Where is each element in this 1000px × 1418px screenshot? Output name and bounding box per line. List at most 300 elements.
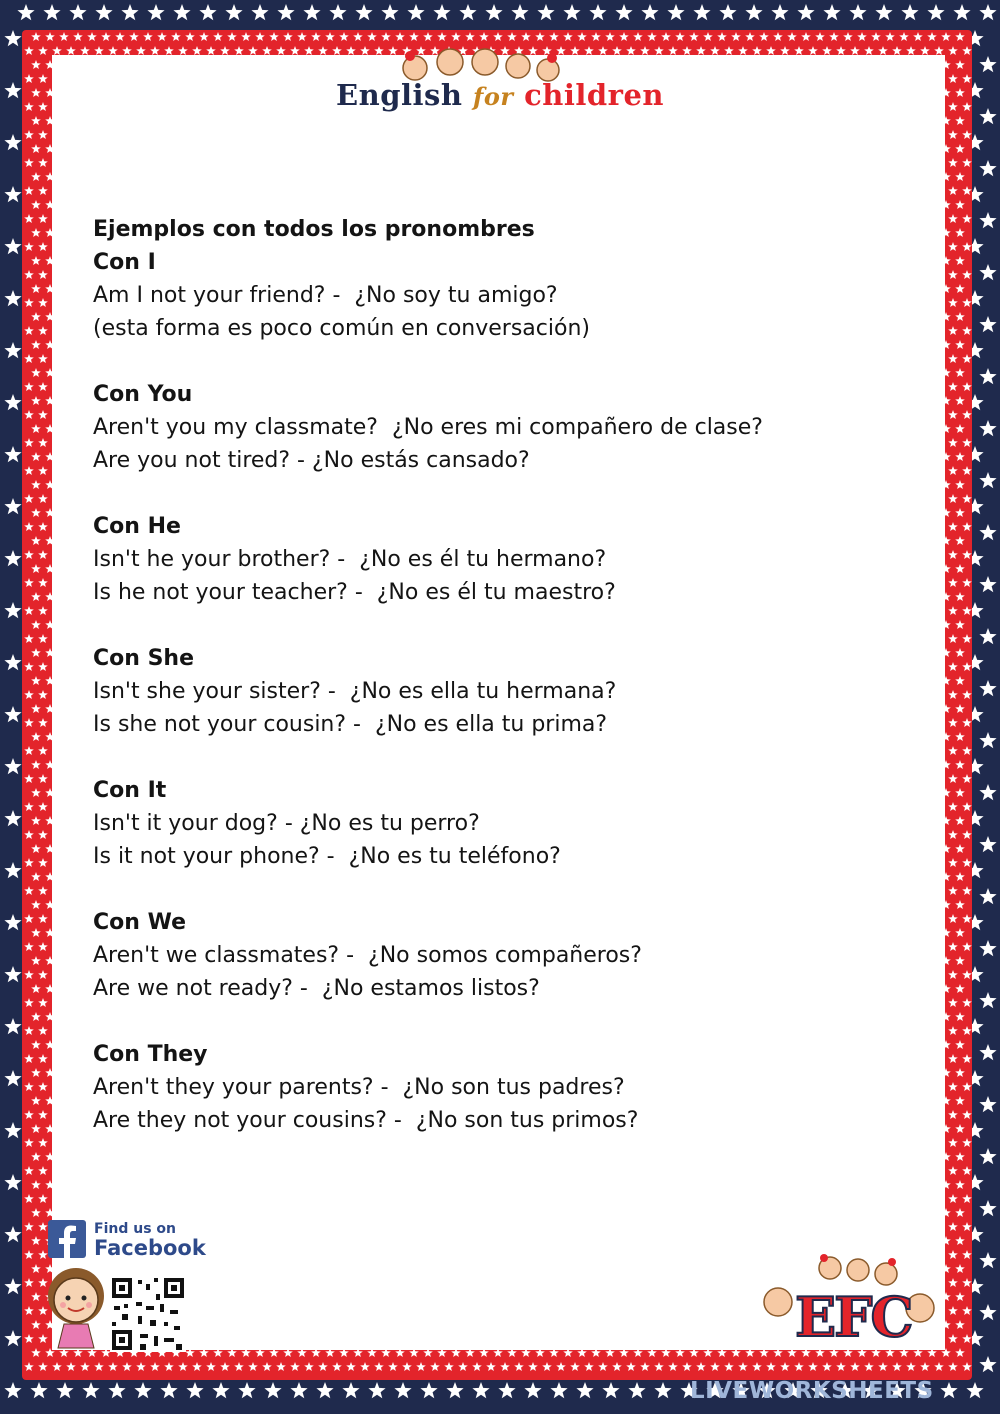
star-shape: [948, 214, 958, 223]
star-shape: [264, 1382, 281, 1398]
star-shape: [955, 564, 965, 573]
star-shape: [38, 438, 48, 447]
star-shape: [948, 270, 958, 279]
star-shape: [979, 628, 996, 644]
star-shape: [24, 634, 34, 643]
star-shape: [955, 1264, 965, 1273]
star-shape: [962, 1306, 972, 1315]
star-shape: [38, 830, 48, 839]
star-shape: [948, 858, 958, 867]
star-shape: [17, 4, 34, 20]
star-shape: [955, 1320, 965, 1329]
star-shape: [962, 942, 972, 951]
star-shape: [962, 242, 972, 251]
star-shape: [948, 914, 958, 923]
star-shape: [24, 298, 34, 307]
star-shape: [641, 4, 658, 20]
star-shape: [24, 522, 34, 531]
star-shape: [955, 1096, 965, 1105]
star-shape: [24, 242, 34, 251]
star-shape: [979, 836, 996, 852]
star-shape: [962, 662, 972, 671]
star-shape: [719, 4, 736, 20]
star-shape: [948, 1138, 958, 1147]
liveworksheets-brand[interactable]: LIVEWORKSHEETS: [690, 1378, 934, 1404]
star-shape: [31, 144, 41, 153]
star-shape: [948, 298, 958, 307]
star-shape: [948, 886, 958, 895]
star-shape: [31, 200, 41, 209]
star-shape: [962, 1194, 972, 1203]
star-shape: [979, 680, 996, 696]
star-shape: [766, 1362, 776, 1371]
star-shape: [24, 1138, 34, 1147]
star-shape: [962, 1222, 972, 1231]
star-shape: [598, 1362, 608, 1371]
star-shape: [948, 578, 958, 587]
star-shape: [31, 424, 41, 433]
star-shape: [4, 290, 21, 306]
star-shape: [962, 466, 972, 475]
star-shape: [251, 4, 268, 20]
star-shape: [948, 1054, 958, 1063]
star-shape: [24, 130, 34, 139]
star-shape: [822, 1362, 832, 1371]
star-shape: [4, 1278, 21, 1294]
star-shape: [444, 1362, 454, 1371]
star-shape: [31, 1096, 41, 1105]
star-shape: [979, 472, 996, 488]
example-line: Aren't you my classmate? ¿No eres mi compañero de clase?: [93, 415, 763, 440]
star-shape: [948, 774, 958, 783]
star-shape: [948, 550, 958, 559]
star-shape: [31, 1152, 41, 1161]
star-shape: [979, 576, 996, 592]
star-shape: [4, 1070, 21, 1086]
star-shape: [24, 1222, 34, 1231]
star-shape: [276, 1362, 286, 1371]
star-shape: [979, 1044, 996, 1060]
star-shape: [31, 1012, 41, 1021]
star-shape: [38, 130, 48, 139]
star-shape: [948, 1026, 958, 1035]
star-shape: [136, 1362, 146, 1371]
star-shape: [962, 298, 972, 307]
star-shape: [31, 228, 41, 237]
star-shape: [849, 4, 866, 20]
star-shape: [318, 1362, 328, 1371]
star-shape: [4, 758, 21, 774]
star-shape: [485, 4, 502, 20]
star-shape: [948, 382, 958, 391]
star-shape: [962, 130, 972, 139]
star-shape: [955, 340, 965, 349]
star-shape: [955, 200, 965, 209]
star-shape: [31, 396, 41, 405]
star-shape: [955, 480, 965, 489]
star-shape: [24, 942, 34, 951]
star-shape: [38, 326, 48, 335]
star-shape: [962, 354, 972, 363]
star-shape: [4, 654, 21, 670]
star-shape: [38, 1250, 48, 1259]
star-shape: [962, 382, 972, 391]
star-shape: [38, 914, 48, 923]
star-shape: [164, 1362, 174, 1371]
star-shape: [640, 1362, 650, 1371]
star-shape: [472, 1382, 489, 1398]
star-shape: [528, 1362, 538, 1371]
example-note: (esta forma es poco común en conversación): [93, 316, 590, 341]
star-shape: [24, 1026, 34, 1035]
efc-logo-text: EFC: [795, 1285, 912, 1349]
section-heading-i: Con I: [93, 250, 156, 275]
star-shape: [24, 466, 34, 475]
star-shape: [955, 1068, 965, 1077]
star-shape: [38, 466, 48, 475]
star-shape: [710, 1362, 720, 1371]
star-shape: [628, 1382, 645, 1398]
star-shape: [80, 1362, 90, 1371]
star-shape: [962, 1362, 972, 1371]
star-shape: [979, 1252, 996, 1268]
star-shape: [31, 368, 41, 377]
star-shape: [38, 690, 48, 699]
star-shape: [38, 998, 48, 1007]
star-shape: [654, 1382, 671, 1398]
star-shape: [948, 1166, 958, 1175]
star-shape: [402, 1362, 412, 1371]
example-line: Isn't he your brother? - ¿No es él tu hermano?: [93, 547, 607, 572]
star-shape: [486, 1362, 496, 1371]
star-shape: [955, 536, 965, 545]
star-shape: [66, 1362, 76, 1371]
star-shape: [206, 1362, 216, 1371]
star-shape: [550, 1382, 567, 1398]
star-shape: [500, 1362, 510, 1371]
star-shape: [962, 774, 972, 783]
star-shape: [24, 886, 34, 895]
star-shape: [134, 1382, 151, 1398]
star-shape: [31, 508, 41, 517]
logo-word-for: for: [473, 82, 514, 111]
star-shape: [82, 1382, 99, 1398]
star-shape: [948, 662, 958, 671]
star-shape: [38, 634, 48, 643]
star-shape: [962, 914, 972, 923]
star-shape: [948, 1222, 958, 1231]
star-shape: [979, 992, 996, 1008]
star-shape: [948, 1082, 958, 1091]
facebook-badge[interactable]: [48, 1220, 208, 1260]
star-shape: [948, 746, 958, 755]
star-shape: [381, 4, 398, 20]
star-shape: [955, 508, 965, 517]
star-shape: [238, 1382, 255, 1398]
star-shape: [948, 830, 958, 839]
star-shape: [626, 1362, 636, 1371]
star-shape: [979, 264, 996, 280]
example-line: Are you not tired? - ¿No estás cansado?: [93, 448, 530, 473]
star-shape: [962, 1166, 972, 1175]
star-shape: [962, 578, 972, 587]
star-shape: [31, 1208, 41, 1217]
star-shape: [38, 186, 48, 195]
star-shape: [38, 1362, 48, 1371]
star-shape: [948, 410, 958, 419]
star-shape: [696, 1362, 706, 1371]
star-shape: [4, 1174, 21, 1190]
star-shape: [31, 592, 41, 601]
star-shape: [24, 158, 34, 167]
star-shape: [962, 1026, 972, 1035]
star-shape: [962, 998, 972, 1007]
example-line: Are we not ready? - ¿No estamos listos?: [93, 976, 540, 1001]
star-shape: [901, 4, 918, 20]
star-shape: [38, 354, 48, 363]
star-shape: [955, 144, 965, 153]
star-shape: [31, 564, 41, 573]
star-shape: [24, 774, 34, 783]
star-shape: [667, 4, 684, 20]
star-shape: [199, 4, 216, 20]
star-shape: [24, 410, 34, 419]
star-shape: [4, 446, 21, 462]
star-shape: [511, 4, 528, 20]
star-shape: [955, 984, 965, 993]
star-shape: [962, 158, 972, 167]
star-shape: [178, 1362, 188, 1371]
star-shape: [927, 4, 944, 20]
star-shape: [43, 4, 60, 20]
star-shape: [31, 172, 41, 181]
star-shape: [31, 536, 41, 545]
star-shape: [979, 940, 996, 956]
star-shape: [584, 1362, 594, 1371]
star-shape: [31, 312, 41, 321]
star-shape: [955, 648, 965, 657]
star-shape: [31, 760, 41, 769]
star-shape: [953, 4, 970, 20]
star-shape: [962, 186, 972, 195]
star-shape: [31, 788, 41, 797]
star-shape: [24, 326, 34, 335]
star-shape: [38, 494, 48, 503]
star-shape: [615, 4, 632, 20]
star-shape: [906, 1362, 916, 1371]
star-shape: [780, 1362, 790, 1371]
star-shape: [962, 214, 972, 223]
star-shape: [24, 1110, 34, 1119]
star-shape: [24, 914, 34, 923]
star-shape: [31, 900, 41, 909]
star-shape: [955, 1040, 965, 1049]
star-shape: [31, 648, 41, 657]
star-shape: [24, 270, 34, 279]
star-shape: [808, 1362, 818, 1371]
star-shape: [955, 956, 965, 965]
star-shape: [277, 4, 294, 20]
star-shape: [962, 606, 972, 615]
star-shape: [654, 1362, 664, 1371]
star-shape: [31, 704, 41, 713]
star-shape: [430, 1362, 440, 1371]
star-shape: [948, 1362, 958, 1371]
star-shape: [290, 1362, 300, 1371]
star-shape: [407, 4, 424, 20]
star-shape: [192, 1362, 202, 1371]
star-shape: [360, 1362, 370, 1371]
star-shape: [24, 858, 34, 867]
star-shape: [346, 1362, 356, 1371]
star-shape: [948, 942, 958, 951]
star-shape: [458, 1362, 468, 1371]
star-shape: [948, 1110, 958, 1119]
star-shape: [31, 1068, 41, 1077]
star-shape: [38, 718, 48, 727]
star-shape: [979, 1304, 996, 1320]
star-shape: [962, 494, 972, 503]
star-shape: [878, 1362, 888, 1371]
star-shape: [459, 4, 476, 20]
star-shape: [38, 1166, 48, 1175]
star-shape: [955, 452, 965, 461]
star-shape: [979, 160, 996, 176]
star-shape: [948, 606, 958, 615]
example-line: Aren't they your parents? - ¿No son tus padres?: [93, 1075, 625, 1100]
star-shape: [38, 214, 48, 223]
star-shape: [24, 186, 34, 195]
star-shape: [948, 438, 958, 447]
star-shape: [979, 784, 996, 800]
star-shape: [4, 238, 21, 254]
star-shape: [24, 830, 34, 839]
star-shape: [4, 862, 21, 878]
star-shape: [31, 1236, 41, 1245]
star-shape: [24, 690, 34, 699]
star-shape: [979, 316, 996, 332]
star-shape: [38, 242, 48, 251]
star-shape: [24, 1166, 34, 1175]
star-shape: [31, 732, 41, 741]
star-shape: [962, 1082, 972, 1091]
star-shape: [962, 830, 972, 839]
star-shape: [955, 1180, 965, 1189]
example-line: Is it not your phone? - ¿No es tu teléfono?: [93, 844, 561, 869]
star-shape: [31, 1180, 41, 1189]
star-shape: [4, 394, 21, 410]
star-shape: [262, 1362, 272, 1371]
star-shape: [420, 1382, 437, 1398]
star-shape: [38, 802, 48, 811]
star-shape: [24, 550, 34, 559]
star-shape: [864, 1362, 874, 1371]
star-shape: [38, 942, 48, 951]
star-shape: [955, 704, 965, 713]
star-shape: [752, 1362, 762, 1371]
star-shape: [979, 1356, 996, 1372]
star-shape: [979, 524, 996, 540]
star-shape: [948, 802, 958, 811]
star-shape: [94, 1362, 104, 1371]
star-shape: [225, 4, 242, 20]
star-shape: [368, 1382, 385, 1398]
star-shape: [332, 1362, 342, 1371]
star-shape: [38, 382, 48, 391]
star-shape: [948, 494, 958, 503]
star-shape: [962, 438, 972, 447]
star-shape: [955, 788, 965, 797]
star-shape: [875, 4, 892, 20]
star-shape: [234, 1362, 244, 1371]
star-shape: [962, 522, 972, 531]
star-shape: [955, 256, 965, 265]
star-shape: [303, 4, 320, 20]
star-shape: [38, 774, 48, 783]
star-shape: [38, 298, 48, 307]
star-shape: [38, 886, 48, 895]
star-shape: [979, 420, 996, 436]
qr-code: [110, 1276, 186, 1352]
star-shape: [962, 746, 972, 755]
star-shape: [4, 966, 21, 982]
star-shape: [836, 1362, 846, 1371]
star-shape: [4, 186, 21, 202]
star-shape: [160, 1382, 177, 1398]
star-shape: [576, 1382, 593, 1398]
star-shape: [955, 816, 965, 825]
star-shape: [955, 620, 965, 629]
star-shape: [4, 706, 21, 722]
example-line: Is she not your cousin? - ¿No es ella tu prima?: [93, 712, 608, 737]
star-shape: [955, 228, 965, 237]
star-shape: [355, 4, 372, 20]
star-shape: [24, 578, 34, 587]
star-shape: [771, 4, 788, 20]
star-shape: [962, 410, 972, 419]
star-shape: [38, 158, 48, 167]
star-shape: [108, 1362, 118, 1371]
star-shape: [962, 550, 972, 559]
star-shape: [416, 1362, 426, 1371]
star-shape: [948, 522, 958, 531]
star-shape: [342, 1382, 359, 1398]
star-shape: [955, 1236, 965, 1245]
star-shape: [121, 4, 138, 20]
star-shape: [4, 1382, 21, 1398]
star-shape: [24, 214, 34, 223]
example-line: Isn't she your sister? - ¿No es ella tu hermana?: [93, 679, 617, 704]
star-shape: [962, 858, 972, 867]
star-shape: [962, 1110, 972, 1119]
star-shape: [24, 1054, 34, 1063]
star-shape: [31, 1124, 41, 1133]
star-shape: [524, 1382, 541, 1398]
star-shape: [955, 928, 965, 937]
star-shape: [38, 1026, 48, 1035]
star-shape: [948, 718, 958, 727]
star-shape: [95, 4, 112, 20]
star-shape: [31, 676, 41, 685]
star-shape: [948, 998, 958, 1007]
star-shape: [693, 4, 710, 20]
star-shape: [38, 970, 48, 979]
star-shape: [433, 4, 450, 20]
star-shape: [4, 550, 21, 566]
star-shape: [979, 4, 996, 20]
star-shape: [955, 844, 965, 853]
star-shape: [962, 1334, 972, 1343]
